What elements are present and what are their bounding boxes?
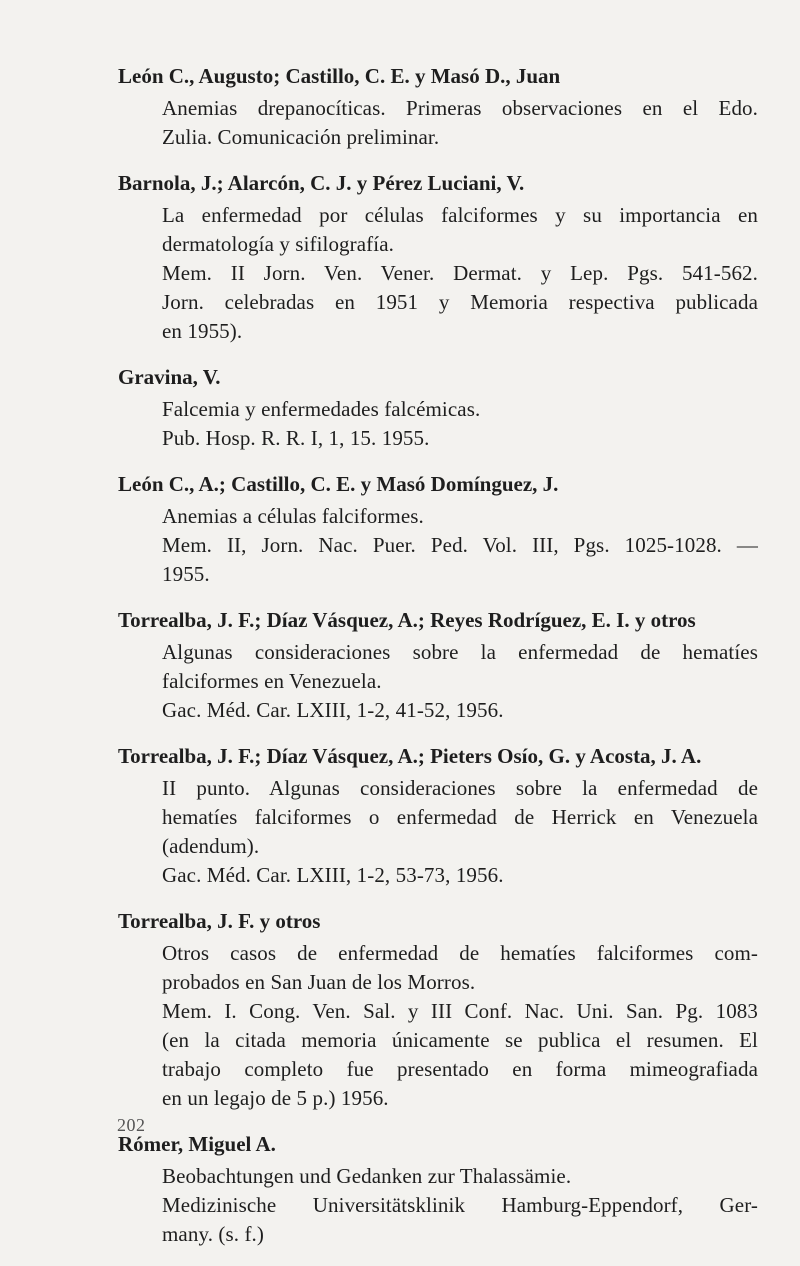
entry-author: Barnola, J.; Alarcón, C. J. y Pérez Luciani, V. (118, 171, 525, 195)
entry-line: dermatología y sifilografía. (162, 232, 394, 256)
entry-line: trabajo completo fue presentado en forma mimeografiada (162, 1057, 758, 1081)
entry-line: Medizinische Universitätsklinik Hamburg-Eppendorf, Ger- (162, 1193, 758, 1217)
entry-author: Torrealba, J. F.; Díaz Vásquez, A.; Pieters Osío, G. y Acosta, J. A. (118, 744, 702, 768)
entry-line: en 1955). (162, 319, 243, 343)
entry-author: Torrealba, J. F. y otros (118, 909, 321, 933)
entry-line: Gac. Méd. Car. LXIII, 1-2, 53-73, 1956. (162, 863, 504, 887)
entry-line: hematíes falciformes o enfermedad de Herrick en Venezuela (162, 805, 758, 829)
page-number: 202 (117, 1115, 146, 1135)
entry-line: Otros casos de enfermedad de hematíes falciformes com- (162, 941, 758, 965)
entry-line: Mem. II, Jorn. Nac. Puer. Ped. Vol. III, Pgs. 1025-1028. — (162, 533, 758, 557)
entry-author: Gravina, V. (118, 365, 221, 389)
entry-author: Rómer, Miguel A. (118, 1132, 276, 1156)
entry-line: Mem. II Jorn. Ven. Vener. Dermat. y Lep. Pgs. 541-562. (162, 261, 758, 285)
bibliography-entry (118, 1130, 758, 1249)
entry-author: Torrealba, J. F.; Díaz Vásquez, A.; Reyes Rodríguez, E. I. y otros (118, 608, 696, 632)
entry-line: Jorn. celebradas en 1951 y Memoria respectiva publicada (162, 290, 758, 314)
entry-line: (en la citada memoria únicamente se publica el resumen. El (162, 1028, 758, 1052)
entry-line: Anemias drepanocíticas. Primeras observaciones en el Edo. (162, 96, 758, 120)
entry-line: (adendum). (162, 834, 260, 858)
entry-line: Algunas consideraciones sobre la enfermedad de hematíes (162, 640, 758, 664)
entry-line: Pub. Hosp. R. R. I, 1, 15. 1955. (162, 426, 430, 450)
entry-line: II punto. Algunas consideraciones sobre la enfermedad de (162, 776, 758, 800)
entry-line: Falcemia y enfermedades falcémicas. (162, 397, 481, 421)
entry-line: falciformes en Venezuela. (162, 669, 382, 693)
entry-line: Zulia. Comunicación preliminar. (162, 125, 440, 149)
entry-author: León C., A.; Castillo, C. E. y Masó Domínguez, J. (118, 472, 559, 496)
bibliography-entry (118, 907, 758, 1113)
bibliography-entry (118, 169, 758, 346)
entry-line: en un legajo de 5 p.) 1956. (162, 1086, 389, 1110)
bibliography-entry (118, 62, 758, 152)
entry-line: probados en San Juan de los Morros. (162, 970, 476, 994)
bibliography-entry (118, 470, 758, 589)
entry-line: 1955. (162, 562, 210, 586)
entry-line: La enfermedad por células falciformes y su importancia en (162, 203, 758, 227)
entry-line: Mem. I. Cong. Ven. Sal. y III Conf. Nac. Uni. San. Pg. 1083 (162, 999, 758, 1023)
entry-line: Anemias a células falciformes. (162, 504, 424, 528)
entry-line: Gac. Méd. Car. LXIII, 1-2, 41-52, 1956. (162, 698, 504, 722)
bibliography-entry (118, 363, 758, 453)
bibliography-entry (118, 606, 758, 725)
entry-line: Beobachtungen und Gedanken zur Thalassämie. (162, 1164, 572, 1188)
bibliography-entry (118, 742, 758, 890)
entry-author: León C., Augusto; Castillo, C. E. y Masó D., Juan (118, 64, 561, 88)
bibliography-page (118, 62, 758, 1266)
entry-line: many. (s. f.) (162, 1222, 264, 1246)
